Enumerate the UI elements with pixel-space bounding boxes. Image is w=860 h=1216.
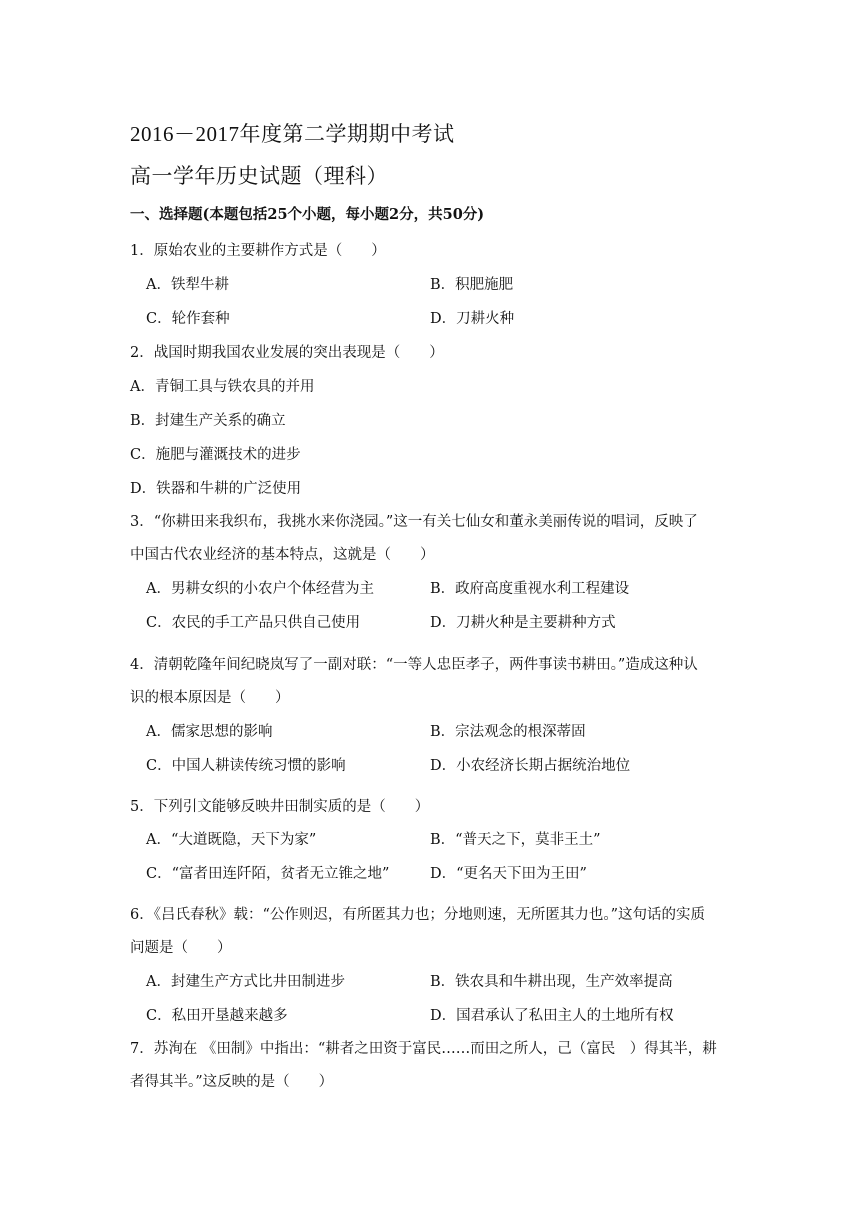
question-stem: 3．“你耕田来我织布，我挑水来你浇园。”这一有关七仙女和董永美丽传说的唱词，反映了 bbox=[130, 514, 698, 530]
option-d: D．“更名天下田为王田” bbox=[430, 866, 587, 882]
option-c: C．“富者田连阡陌，贫者无立锥之地” bbox=[146, 866, 390, 882]
question-stem: 6．《吕氏春秋》载：“公作则迟，有所匿其力也；分地则速，无所匿其力也。”这句话的实质 bbox=[130, 907, 706, 923]
question-stem-continued: 问题是（ ） bbox=[130, 940, 232, 956]
option-d: D．铁器和牛耕的广泛使用 bbox=[130, 481, 302, 497]
option-d: D．小农经济长期占据统治地位 bbox=[430, 758, 631, 774]
question-stem: 5．下列引文能够反映井田制实质的是（ ） bbox=[130, 799, 430, 815]
question-stem-continued: 者得其半。”这反映的是（ ） bbox=[130, 1074, 334, 1090]
option-b: B．政府高度重视水利工程建设 bbox=[430, 581, 630, 597]
option-c: C．中国人耕读传统习惯的影响 bbox=[146, 758, 346, 774]
question-stem: 2．战国时期我国农业发展的突出表现是（ ） bbox=[130, 345, 444, 361]
section-heading: 一、选择题(本题包括25个小题，每小题2分，共50分) bbox=[130, 206, 485, 223]
question-stem: 7．苏洵在 《田制》中指出：“耕者之田资于富民……而田之所人，己（富民 ）得其半，耕 bbox=[130, 1041, 717, 1057]
question-stem-continued: 识的根本原因是（ ） bbox=[130, 690, 290, 706]
option-a: A．封建生产方式比井田制进步 bbox=[146, 974, 345, 990]
option-b: B．宗法观念的根深蒂固 bbox=[430, 724, 586, 740]
option-c: C．私田开垦越来越多 bbox=[146, 1008, 288, 1024]
option-d: D．国君承认了私田主人的土地所有权 bbox=[430, 1008, 674, 1024]
option-b: B．封建生产关系的确立 bbox=[130, 413, 286, 429]
option-a: A．男耕女织的小农户个体经营为主 bbox=[146, 581, 374, 597]
option-a: A．铁犁牛耕 bbox=[146, 277, 229, 293]
option-d: D．刀耕火种是主要耕种方式 bbox=[430, 615, 616, 631]
option-c: C．轮作套种 bbox=[146, 311, 230, 327]
option-a: A．儒家思想的影响 bbox=[146, 724, 273, 740]
option-d: D．刀耕火种 bbox=[430, 311, 515, 327]
option-a: A．“大道既隐，天下为家” bbox=[146, 832, 317, 848]
option-b: B．“普天之下，莫非王土” bbox=[430, 832, 601, 848]
option-c: C．施肥与灌溉技术的进步 bbox=[130, 447, 301, 463]
option-c: C．农民的手工产品只供自己使用 bbox=[146, 615, 361, 631]
option-a: A．青铜工具与铁农具的并用 bbox=[130, 379, 315, 395]
option-b: B．铁农具和牛耕出现，生产效率提高 bbox=[430, 974, 673, 990]
question-stem: 1．原始农业的主要耕作方式是（ ） bbox=[130, 243, 386, 259]
question-stem: 4．清朝乾隆年间纪晓岚写了一副对联：“一等人忠臣孝子，两件事读书耕田。”造成这种认 bbox=[130, 657, 698, 673]
question-stem-continued: 中国古代农业经济的基本特点，这就是（ ） bbox=[130, 547, 435, 563]
option-b: B．积肥施肥 bbox=[430, 277, 514, 293]
exam-title: 2016－2017年度第二学期期中考试 bbox=[130, 122, 455, 146]
exam-subtitle: 高一学年历史试题（理科） bbox=[130, 164, 388, 188]
